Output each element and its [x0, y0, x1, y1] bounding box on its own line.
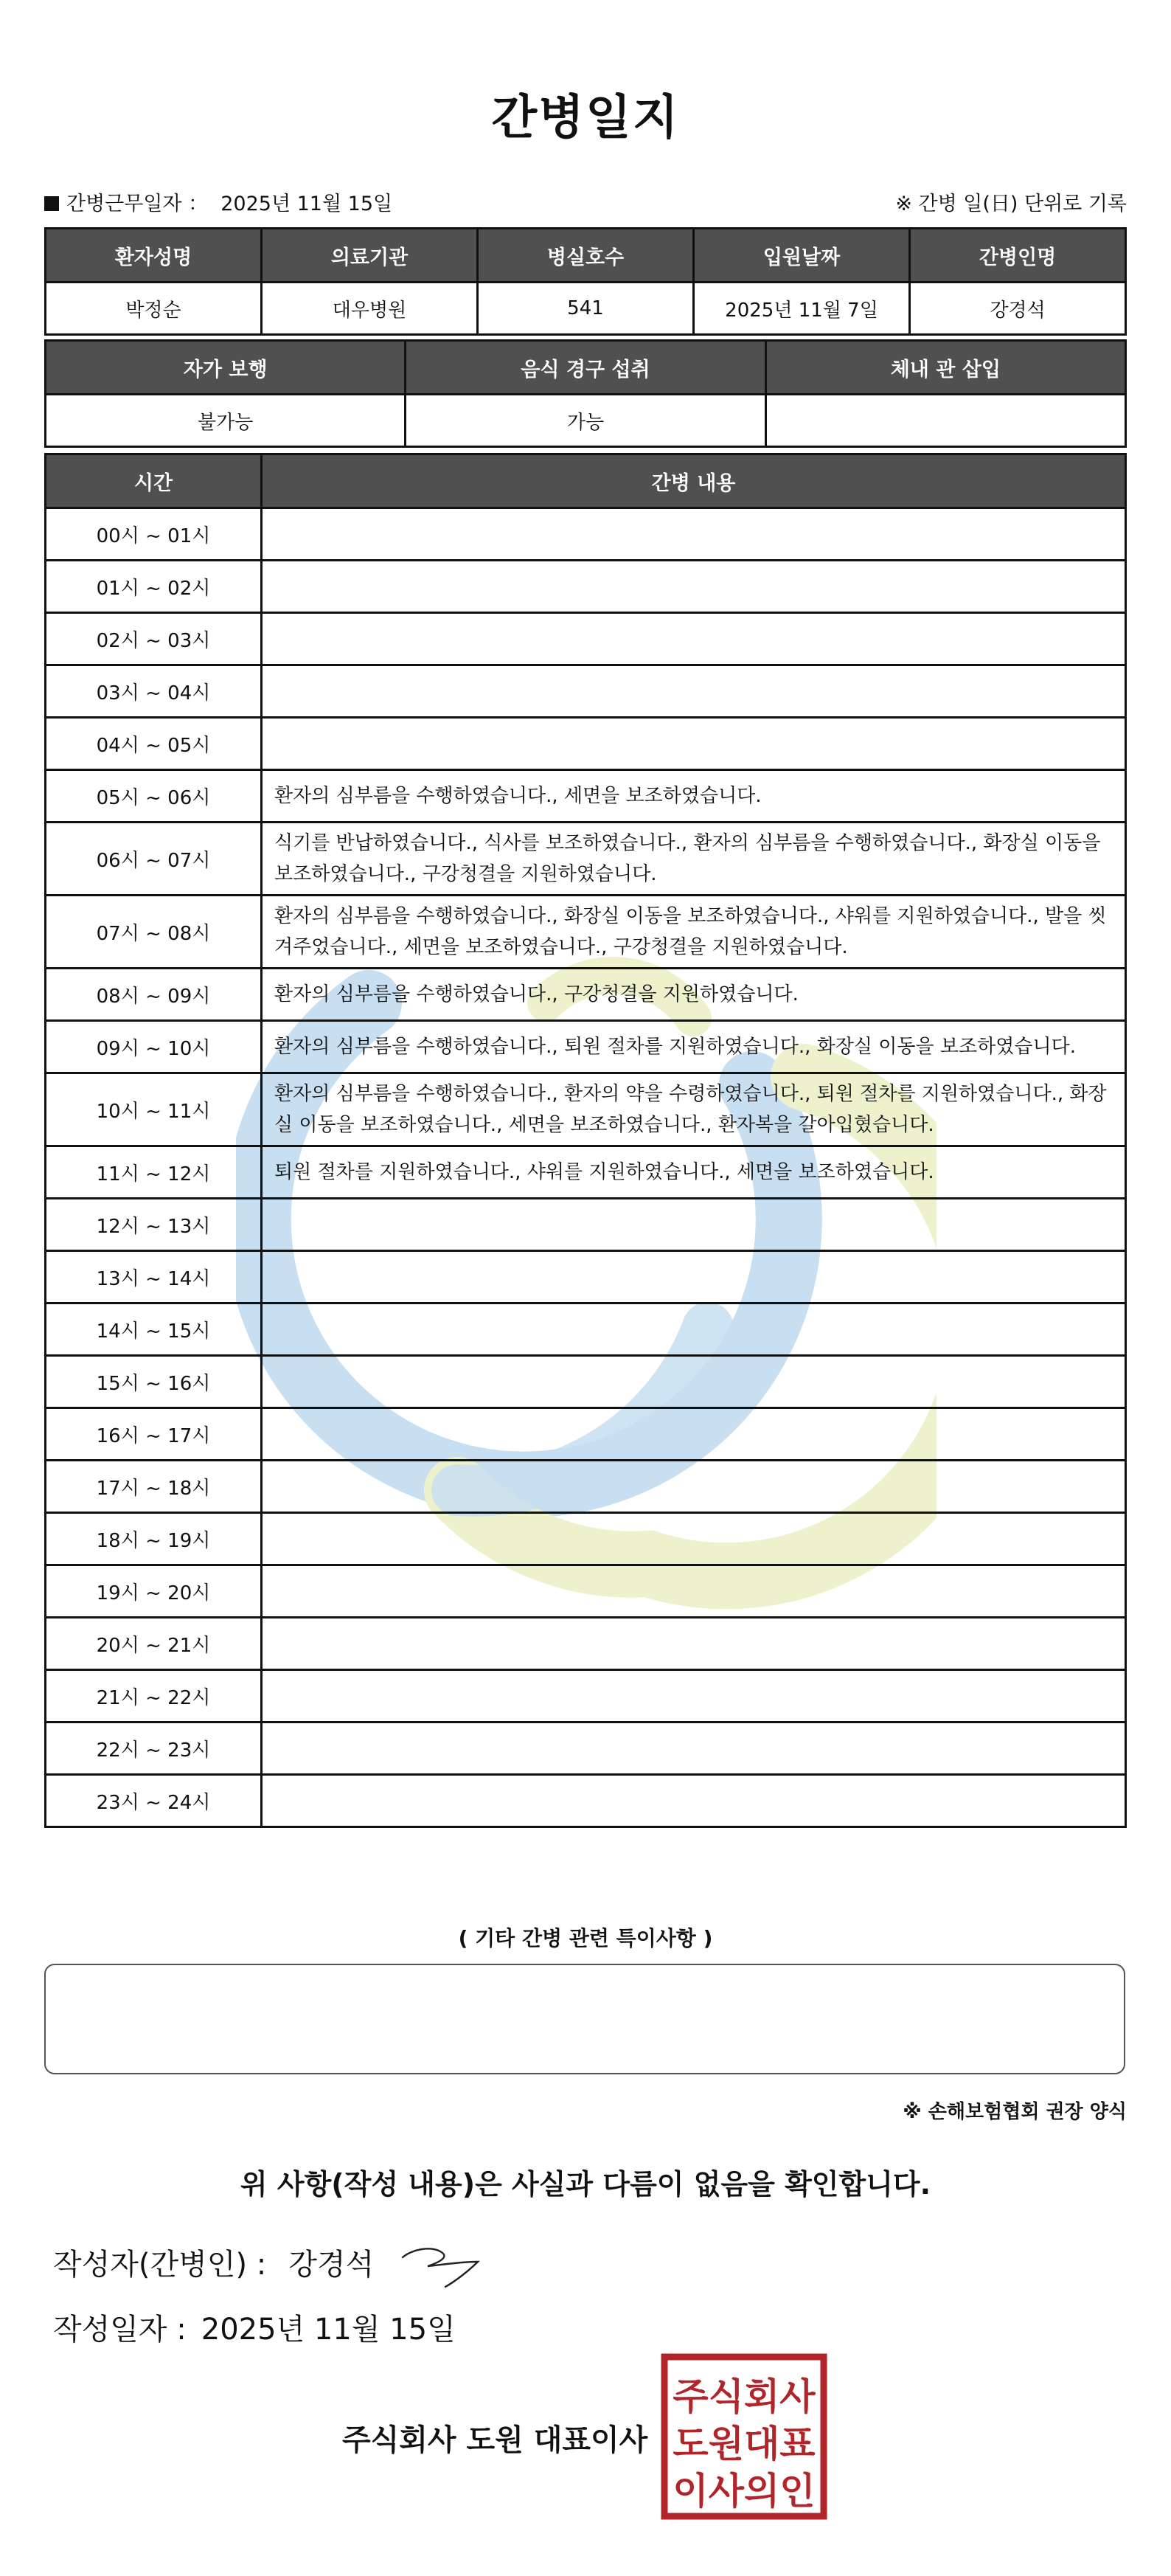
- table-row: [46, 1618, 1126, 1670]
- time-slot: 03시 ~ 04시: [46, 665, 262, 718]
- special-notes-box: [44, 1964, 1125, 2074]
- admission-date: 2025년 11월 7일: [694, 283, 910, 335]
- care-content: 식기를 반납하였습니다., 식사를 보조하였습니다., 환자의 심부름을 수행하였습니다., 화장실 이동을 보조하였습니다., 구강청결을 지원하였습니다.: [262, 823, 1126, 896]
- header-care-content: 간병 내용: [262, 454, 1126, 508]
- care-content: [262, 1722, 1126, 1775]
- seal-text-line: 주식회사: [673, 2375, 816, 2418]
- room-number: 541: [478, 283, 694, 335]
- caregiver-name: 강경석: [910, 283, 1126, 335]
- table-row: [46, 718, 1126, 770]
- time-slot: 04시 ~ 05시: [46, 718, 262, 770]
- table-row: [46, 1408, 1126, 1461]
- header-hospital: 의료기관: [262, 229, 478, 283]
- company-seal: [661, 2353, 827, 2520]
- care-content: 환자의 심부름을 수행하였습니다., 구강청결을 지원하였습니다.: [262, 969, 1126, 1021]
- table-row: [46, 561, 1126, 613]
- table-row: [46, 770, 1126, 823]
- time-slot: 13시 ~ 14시: [46, 1251, 262, 1303]
- care-content: 환자의 심부름을 수행하였습니다., 화장실 이동을 보조하였습니다., 샤워를 지원하였습니다., 발을 씻겨주었습니다., 세면을 보조하였습니다., 구강청결을 지원하였습니다.: [262, 896, 1126, 969]
- author-name: 강경석: [288, 2248, 375, 2282]
- time-slot: 07시 ~ 08시: [46, 896, 262, 969]
- table-row: [46, 823, 1126, 896]
- care-content: [262, 1513, 1126, 1565]
- care-log-table: [44, 453, 1127, 1828]
- header-oral-intake: 음식 경구 섭취: [406, 341, 765, 395]
- time-slot: 12시 ~ 13시: [46, 1199, 262, 1251]
- table-row: [46, 969, 1126, 1021]
- hospital-name: 대우병원: [262, 283, 478, 335]
- work-date-info: [44, 187, 392, 216]
- seal-text-line: 도원대표: [673, 2423, 816, 2465]
- care-content: [262, 1461, 1126, 1513]
- care-content: [262, 1775, 1126, 1827]
- time-slot: 09시 ~ 10시: [46, 1021, 262, 1073]
- table-row: [46, 1251, 1126, 1303]
- time-slot: 05시 ~ 06시: [46, 770, 262, 823]
- time-slot: 08시 ~ 09시: [46, 969, 262, 1021]
- time-slot: 10시 ~ 11시: [46, 1073, 262, 1146]
- company-representative: 주식회사 도원 대표이사: [342, 2423, 648, 2457]
- table-row: [46, 896, 1126, 969]
- time-slot: 20시 ~ 21시: [46, 1618, 262, 1670]
- written-date-label: 작성일자 :: [53, 2313, 187, 2347]
- table-row: [46, 1775, 1126, 1827]
- care-content: [262, 1408, 1126, 1461]
- work-date-label: 간병근무일자 ：: [66, 193, 209, 215]
- form-source-note: ※ 손해보험협회 권장 양식: [903, 2101, 1127, 2123]
- patient-status-table: [44, 339, 1127, 448]
- author-label: 작성자(간병인) :: [53, 2248, 267, 2282]
- header-self-walking: 자가 보행: [46, 341, 406, 395]
- care-content: [262, 1670, 1126, 1722]
- oral-intake-value: 가능: [406, 395, 765, 447]
- table-row: [46, 1356, 1126, 1408]
- care-content: 환자의 심부름을 수행하였습니다., 환자의 약을 수령하였습니다., 퇴원 절차를 지원하였습니다., 화장실 이동을 보조하였습니다., 세면을 보조하였습니다., 환자복을 갈아입혔습니다.: [262, 1073, 1126, 1146]
- seal-text-line: 이사의인: [673, 2470, 816, 2513]
- time-slot: 19시 ~ 20시: [46, 1565, 262, 1618]
- table-row: [46, 1461, 1126, 1513]
- patient-name: 박정순: [46, 283, 262, 335]
- care-content: [262, 718, 1126, 770]
- confirmation-statement: 위 사항(작성 내용)은 사실과 다름이 없음을 확인합니다.: [240, 2168, 931, 2201]
- special-notes-label: ( 기타 간병 관련 특이사항 ): [458, 1926, 713, 1950]
- table-row: [46, 1199, 1126, 1251]
- time-slot: 17시 ~ 18시: [46, 1461, 262, 1513]
- square-bullet-icon: [44, 196, 59, 211]
- care-content: [262, 1565, 1126, 1618]
- time-slot: 00시 ~ 01시: [46, 508, 262, 561]
- table-row: [46, 1722, 1126, 1775]
- care-content: [262, 561, 1126, 613]
- table-row: [46, 1146, 1126, 1199]
- care-content: [262, 1199, 1126, 1251]
- table-row: [46, 1073, 1126, 1146]
- care-content: [262, 508, 1126, 561]
- table-row: [46, 1670, 1126, 1722]
- patient-info-table: [44, 227, 1127, 336]
- care-content: [262, 665, 1126, 718]
- author-line: [53, 2241, 374, 2283]
- tube-insertion-value: [765, 395, 1125, 447]
- time-slot: 16시 ~ 17시: [46, 1408, 262, 1461]
- time-slot: 14시 ~ 15시: [46, 1303, 262, 1356]
- time-slot: 11시 ~ 12시: [46, 1146, 262, 1199]
- time-slot: 22시 ~ 23시: [46, 1722, 262, 1775]
- table-row: [46, 1021, 1126, 1073]
- care-content: [262, 1618, 1126, 1670]
- table-row: [46, 1565, 1126, 1618]
- record-unit-note: ※ 간병 일(日) 단위로 기록: [895, 193, 1127, 215]
- time-slot: 18시 ~ 19시: [46, 1513, 262, 1565]
- header-room-number: 병실호수: [478, 229, 694, 283]
- table-row: [46, 613, 1126, 665]
- time-slot: 15시 ~ 16시: [46, 1356, 262, 1408]
- table-row: [46, 665, 1126, 718]
- care-content: 퇴원 절차를 지원하였습니다., 샤워를 지원하였습니다., 세면을 보조하였습니다.: [262, 1146, 1126, 1199]
- table-row: [46, 1513, 1126, 1565]
- written-date-line: [53, 2306, 456, 2348]
- work-date-value: 2025년 11월 15일: [220, 193, 393, 215]
- header-caregiver-name: 간병인명: [910, 229, 1126, 283]
- header-patient-name: 환자성명: [46, 229, 262, 283]
- time-slot: 23시 ~ 24시: [46, 1775, 262, 1827]
- care-content: 환자의 심부름을 수행하였습니다., 세면을 보조하였습니다.: [262, 770, 1126, 823]
- table-row: [46, 1303, 1126, 1356]
- time-slot: 01시 ~ 02시: [46, 561, 262, 613]
- care-content: [262, 1303, 1126, 1356]
- table-row: [46, 508, 1126, 561]
- header-admission-date: 입원날짜: [694, 229, 910, 283]
- care-content: [262, 1356, 1126, 1408]
- signature: [398, 2240, 487, 2291]
- care-content: [262, 613, 1126, 665]
- time-slot: 21시 ~ 22시: [46, 1670, 262, 1722]
- header-time: 시간: [46, 454, 262, 508]
- time-slot: 06시 ~ 07시: [46, 823, 262, 896]
- page-title: 간병일지: [491, 91, 680, 145]
- time-slot: 02시 ~ 03시: [46, 613, 262, 665]
- care-content: 환자의 심부름을 수행하였습니다., 퇴원 절차를 지원하였습니다., 화장실 이동을 보조하였습니다.: [262, 1021, 1126, 1073]
- header-tube-insertion: 체내 관 삽입: [765, 341, 1125, 395]
- self-walking-value: 불가능: [46, 395, 406, 447]
- care-content: [262, 1251, 1126, 1303]
- written-date-value: 2025년 11월 15일: [201, 2313, 456, 2347]
